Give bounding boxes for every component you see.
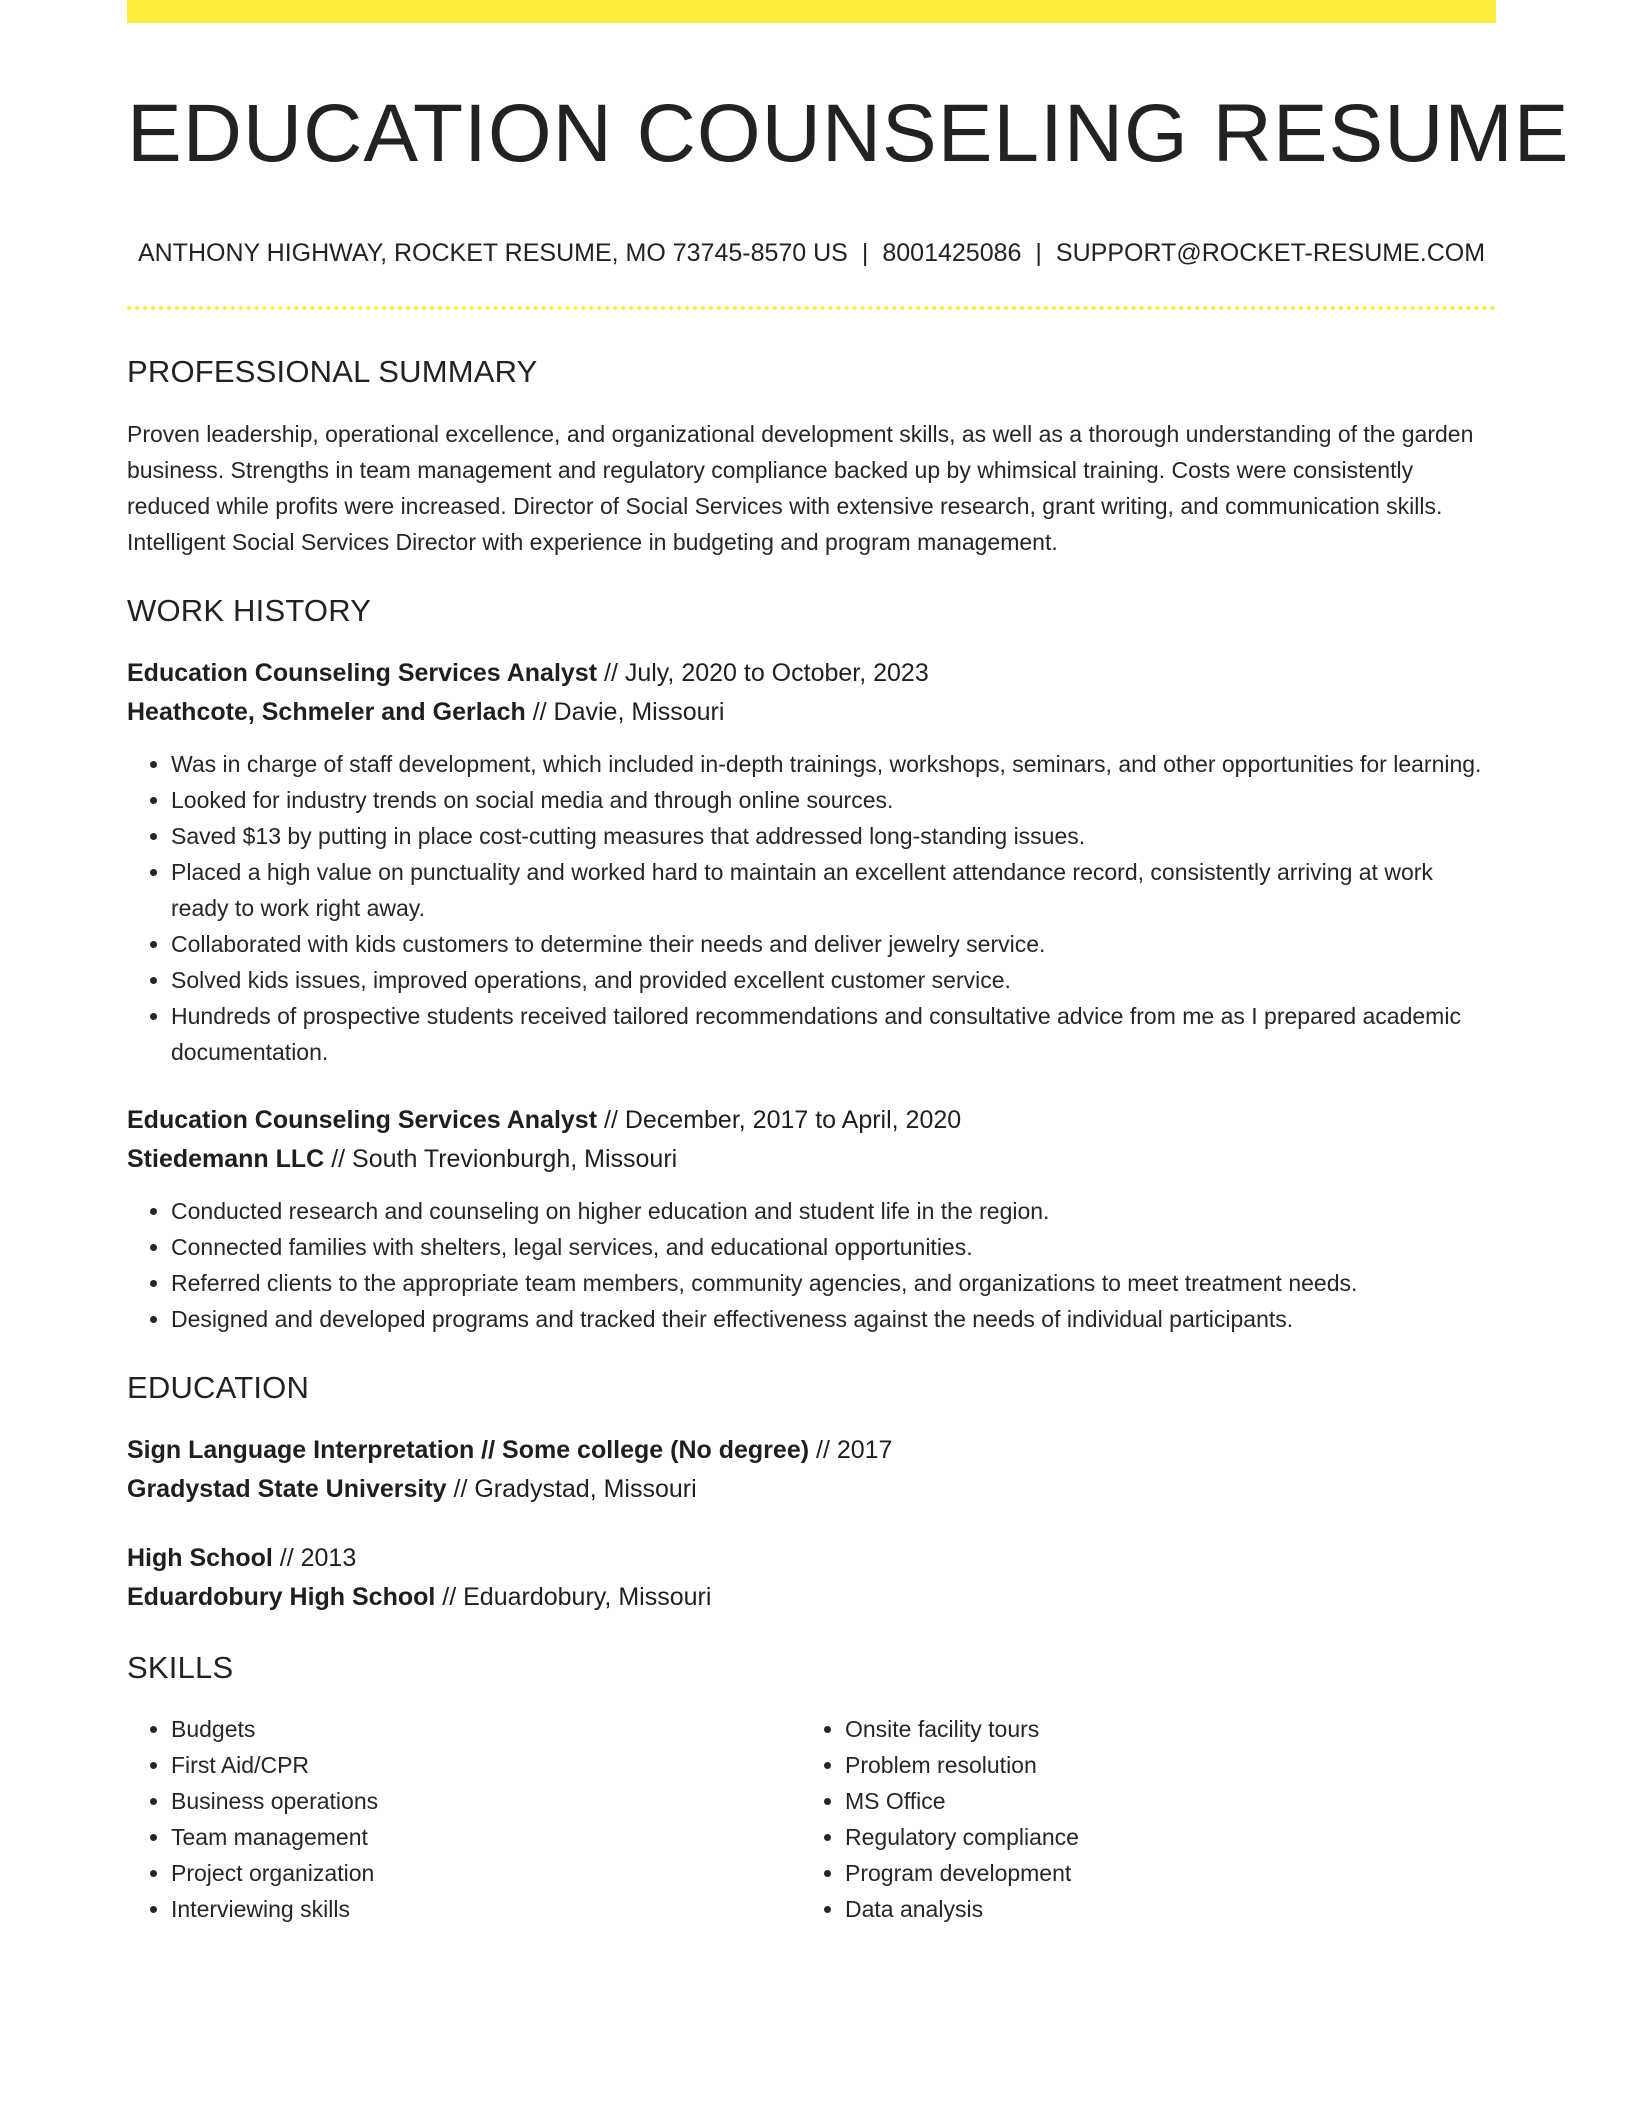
list-item: • Team management: [171, 1819, 801, 1855]
job-location: // South Trevionburgh, Missouri: [324, 1145, 678, 1174]
list-item: • Saved $13 by putting in place cost-cutting measures that addressed long-standing issues.: [171, 818, 1496, 854]
job-bullets: [127, 1193, 1496, 1337]
list-item: • Regulatory compliance: [845, 1819, 1475, 1855]
list-item: • Looked for industry trends on social media and through online sources.: [171, 782, 1496, 818]
job-title-line: [127, 654, 1496, 693]
page-title: EDUCATION COUNSELING RESUME: [127, 88, 1570, 179]
education-school-line: [127, 1470, 1496, 1509]
list-item: • Data analysis: [845, 1891, 1475, 1927]
skills-list-right: [801, 1711, 1475, 1927]
job-position: Education Counseling Services Analyst: [127, 1106, 598, 1135]
summary-text: Proven leadership, operational excellence, and organizational development skills, as well as a thorough understanding of the garden business. Strengths in team management and regulatory compliance backed up by whimsical training. Costs were consistently reduced while profits were increased. Director of Social Services with extensive research, grant writing, and communication skills. Intelligent Social Services Director with experience in budgeting and program management.: [127, 421, 1474, 556]
job-company-line: [127, 693, 1496, 732]
list-item: • Interviewing skills: [171, 1891, 801, 1927]
education-degree: High School: [127, 1544, 273, 1573]
section-title-skills: SKILLS: [127, 1650, 234, 1686]
job-entry: [127, 1101, 1496, 1337]
education-location: // Eduardobury, Missouri: [435, 1583, 712, 1612]
job-dates: // July, 2020 to October, 2023: [597, 659, 929, 688]
job-company: Stiedemann LLC: [127, 1145, 325, 1174]
list-item: • Connected families with shelters, legal services, and educational opportunities.: [171, 1229, 1496, 1265]
list-item: • Placed a high value on punctuality and worked hard to maintain an excellent attendance record, consistently arriving at work ready to work right away.: [171, 854, 1496, 926]
list-item: • Budgets: [171, 1711, 801, 1747]
list-item: • Collaborated with kids customers to determine their needs and deliver jewelry service.: [171, 926, 1496, 962]
list-item: • Business operations: [171, 1783, 801, 1819]
contact-separator: |: [861, 239, 869, 268]
contact-address: ANTHONY HIGHWAY, ROCKET RESUME, MO 73745-8570 US: [137, 239, 848, 268]
job-company: Heathcote, Schmeler and Gerlach: [127, 698, 526, 727]
list-item: • Designed and developed programs and tracked their effectiveness against the needs of individual participants.: [171, 1301, 1496, 1337]
list-item: • Onsite facility tours: [845, 1711, 1475, 1747]
list-item: • Project organization: [171, 1855, 801, 1891]
job-dates: // December, 2017 to April, 2020: [597, 1106, 962, 1135]
education-degree: Sign Language Interpretation // Some college (No degree): [127, 1436, 810, 1465]
list-item: • Hundreds of prospective students received tailored recommendations and consultative advice from me as I prepared academic documentation.: [171, 998, 1496, 1070]
contact-separator: |: [1035, 239, 1042, 268]
job-entry: [127, 654, 1496, 1070]
education-location: // Gradystad, Missouri: [446, 1475, 697, 1504]
education-school-line: [127, 1578, 1496, 1617]
list-item: • Solved kids issues, improved operations, and provided excellent customer service.: [171, 962, 1496, 998]
list-item: • Was in charge of staff development, which included in-depth trainings, workshops, seminars, and other opportunities for learning.: [171, 746, 1496, 782]
education-school: Eduardobury High School: [127, 1583, 436, 1612]
list-item: • Conducted research and counseling on higher education and student life in the region.: [171, 1193, 1496, 1229]
list-item: • Problem resolution: [845, 1747, 1475, 1783]
accent-bar: [127, 0, 1496, 23]
contact-phone: 8001425086: [882, 239, 1022, 268]
list-item: • Referred clients to the appropriate team members, community agencies, and organizations to meet treatment needs.: [171, 1265, 1496, 1301]
resume-page: [127, 0, 1570, 1927]
dotted-divider: [127, 306, 1496, 310]
job-company-line: [127, 1140, 1496, 1179]
job-bullets: [127, 746, 1496, 1070]
skills-columns: [127, 1711, 1496, 1927]
job-location: // Davie, Missouri: [525, 698, 725, 727]
education-degree-line: [127, 1539, 1496, 1578]
section-title-work-history: WORK HISTORY: [127, 593, 372, 629]
list-item: • First Aid/CPR: [171, 1747, 801, 1783]
list-item: • MS Office: [845, 1783, 1475, 1819]
section-title-summary: PROFESSIONAL SUMMARY: [127, 354, 538, 390]
contact-email: SUPPORT@ROCKET-RESUME.COM: [1055, 239, 1486, 268]
education-year: // 2017: [809, 1436, 893, 1465]
section-title-education: EDUCATION: [127, 1370, 310, 1406]
education-entry: [127, 1539, 1496, 1617]
education-degree-line: [127, 1431, 1496, 1470]
list-item: • Program development: [845, 1855, 1475, 1891]
education-school: Gradystad State University: [127, 1475, 447, 1504]
job-position: Education Counseling Services Analyst: [127, 659, 598, 688]
education-entry: [127, 1431, 1496, 1509]
contact-line: [127, 239, 1496, 268]
education-year: // 2013: [272, 1544, 357, 1573]
skills-list-left: [127, 1711, 801, 1927]
job-title-line: [127, 1101, 1496, 1140]
